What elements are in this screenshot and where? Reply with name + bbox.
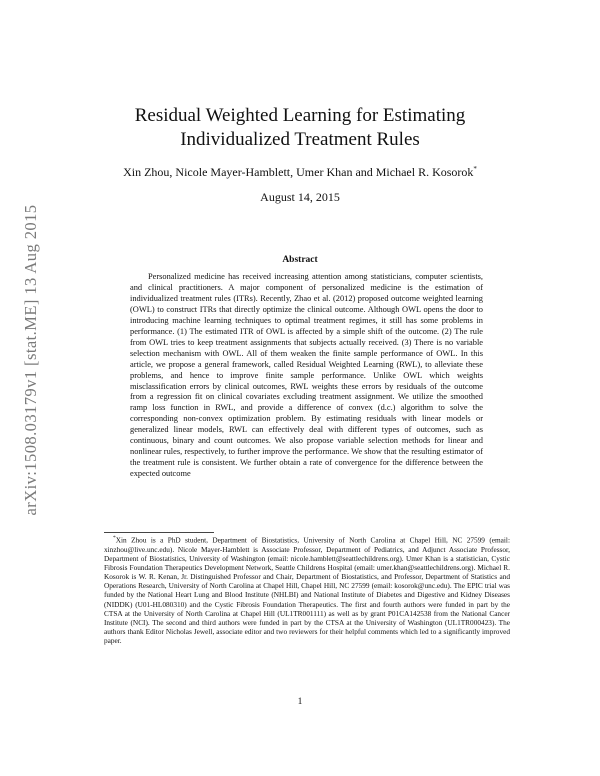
footnote-body: Xin Zhou is a PhD student, Department of Biostatistics, University of North Carolina at Chapel Hill, NC 27599 (email: xinzhou@live.unc.edu). Nicole Mayer-Hamblett is Associate Professor, Department of Pediatrics, and Adjunct Associate Professor, Department of Biostatistics, University of Washington (email: nicole.hamblett@seattlechildrens.org). Umer Khan is a statistician, Cystic Fibrosis Foundation Therapeutics Development Network, Seattle Childrens Hospital (email: umer.khan@seattlechildrens.org). Michael R. Kosorok is W. R. Kenan, Jr. Distinguished Professor and Chair, Department of Biostatistics, and Professor, Department of Statistics and Operations Research, University of North Carolina at Chapel Hill, Chapel Hill, NC 27599 (email: kosorok@unc.edu). The EPIC trial was funded by the National Heart Lung and Blood Institute (NHLBI) and National Institute of Diabetes and Digestive and Kidney Diseases (NIDDK) (U01-HL080310) and the Cystic Fibrosis Foundation Therapeutics. The first and fourth authors were funded in part by the CTSA at the University of North Carolina at Chapel Hill (UL1TR001111) as well as by grant P01CA142538 from the National Cancer Institute (NCI). The second and third authors were funded in part by the CTSA at the University of Washington (UL1TR000423). The authors thank Editor Nicholas Jewell, associate editor and two reviewers for their helpful comments which led to a significantly improved paper. [104,535,510,646]
author-footnote-mark: * [473,165,477,173]
arxiv-identifier-text: arXiv:1508.03179v1 [stat.ME] 13 Aug 2015 [21,204,40,516]
title-line-1: Residual Weighted Learning for Estimating [134,105,466,126]
footnote-divider [104,532,214,533]
title-line-2: Individualized Treatment Rules [180,129,420,150]
abstract-body: Personalized medicine has received increasing attention among statisticians, computer scientists, and clinical practitioners. A major component of personalized medicine is the estimation of individualized treatment rules (ITRs). Recently, Zhao et al. (2012) proposed outcome weighted learning (OWL) to construct ITRs that directly optimize the clinical outcome. Although OWL opens the door to introducing machine learning techniques to optimal treatment regimes, it still has some problems in performance. (1) The estimated ITR of OWL is affected by a simple shift of the outcome. (2) The rule from OWL tries to keep treatment assignments that subjects actually received. (3) There is no variable selection mechanism with OWL. All of them weaken the finite sample performance of OWL. In this article, we propose a general framework, called Residual Weighted Learning (RWL), to alleviate these problems, and hence to improve finite sample performance. Unlike OWL which weights misclassification errors by clinical outcomes, RWL weights these errors by residuals of the outcome from a regression fit on clinical covariates excluding treatment assignment. We utilize the smoothed ramp loss function in RWL, and provide a difference of convex (d.c.) algorithm to solve the corresponding non-convex optimization problem. By estimating residuals with linear models or generalized linear models, RWL can effectively deal with different types of outcomes, such as continuous, binary and count outcomes. We also propose variable selection methods for linear and nonlinear rules, respectively, to further improve the performance. We show that the resulting estimator of the treatment rule is consistent. We further obtain a rate of convergence for the difference between the expected outcome [130,272,483,479]
author-list [90,165,510,180]
abstract-heading: Abstract [282,255,318,265]
publication-date: August 14, 2015 [260,190,340,204]
footnote-mark: * [113,535,116,541]
author-footnote [104,534,510,645]
arxiv-side-stamp [21,180,41,540]
paper-title [100,104,500,152]
page-number: 1 [297,697,303,707]
author-names: Xin Zhou, Nicole Mayer-Hamblett, Umer Khan and Michael R. Kosorok [123,165,474,179]
